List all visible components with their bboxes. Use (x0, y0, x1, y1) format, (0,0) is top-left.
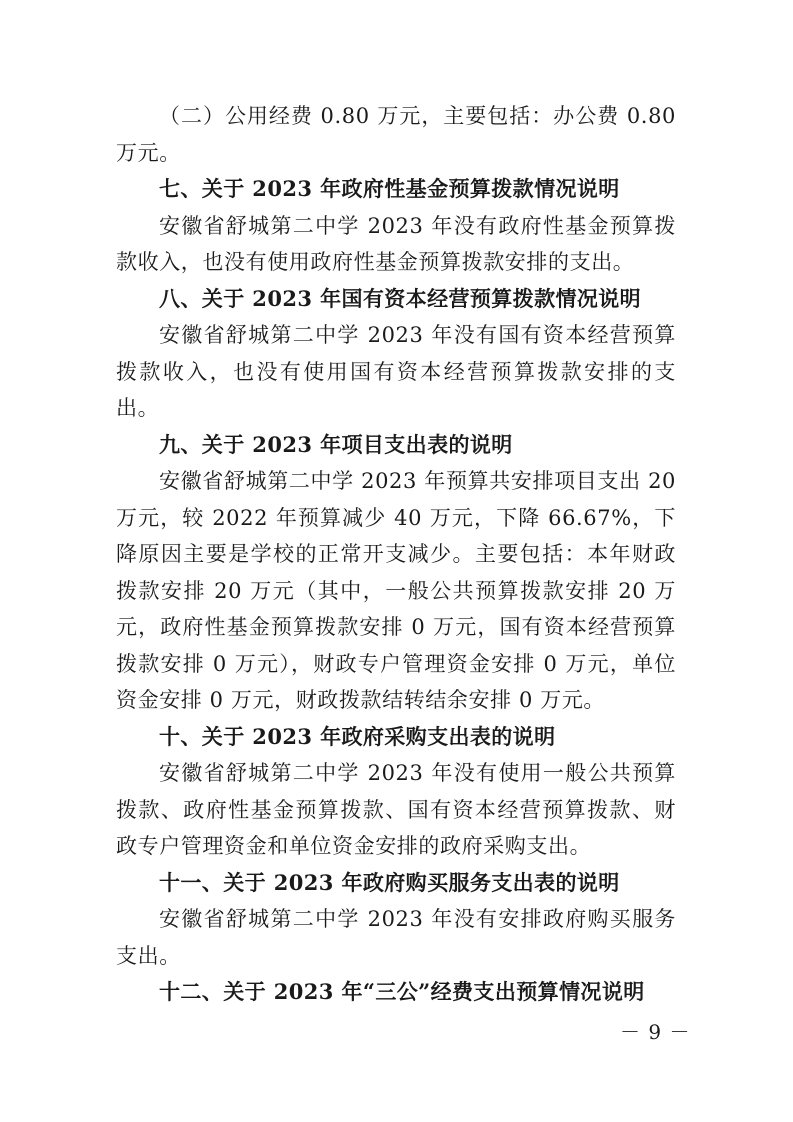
heading-section-12: 十二、关于 2023 年“三公”经费支出预算情况说明 (159, 979, 645, 1004)
heading-section-9: 九、关于 2023 年项目支出表的说明 (159, 431, 513, 457)
paragraph-public-funds: （二）公用经费 0.80 万元，主要包括：办公费 0.80 万元。 (116, 104, 676, 165)
paragraph-section-8: 安徽省舒城第二中学 2023 年没有国有资本经营预算拨款收入，也没有使用国有资本经营预算拨款安排的支出。 (116, 323, 676, 420)
heading-section-7: 七、关于 2023 年政府性基金预算拨款情况说明 (159, 176, 620, 201)
heading-section-11: 十一、关于 2023 年政府购买服务支出表的说明 (159, 869, 620, 895)
paragraph-section-9: 安徽省舒城第二中学 2023 年预算共安排项目支出 20 万元，较 2022 年预算减少 40 万元，下降 66.67%，下降原因主要是学校的正常开支减少。主要包括：本年财政拨款安排 20 万元（其中，一般公共预算拨款安排 20 万元，政府性基金预算拨款安排 0 万元，国有资本经营预算拨款安排 0 万元），财政专户管理资金安排 0 万元，单位资金安排 0 万元，财政拨款结转结余安排 0 万元。 (116, 469, 676, 712)
heading-section-8: 八、关于 2023 年国有资本经营预算拨款情况说明 (159, 285, 642, 311)
heading-section-10: 十、关于 2023 年政府采购支出表的说明 (159, 723, 556, 749)
document-body (116, 98, 676, 1011)
paragraph-section-7: 安徽省舒城第二中学 2023 年没有政府性基金预算拨款收入，也没有使用政府性基金预算拨款安排的支出。 (116, 213, 676, 274)
paragraph-section-11: 安徽省舒城第二中学 2023 年没有安排政府购买服务支出。 (116, 907, 676, 968)
paragraph-section-10: 安徽省舒城第二中学 2023 年没有使用一般公共预算拨款、政府性基金预算拨款、国有资本经营预算拨款、财政专户管理资金和单位资金安排的政府采购支出。 (116, 761, 676, 858)
page-number: － 9 － (620, 1020, 691, 1044)
